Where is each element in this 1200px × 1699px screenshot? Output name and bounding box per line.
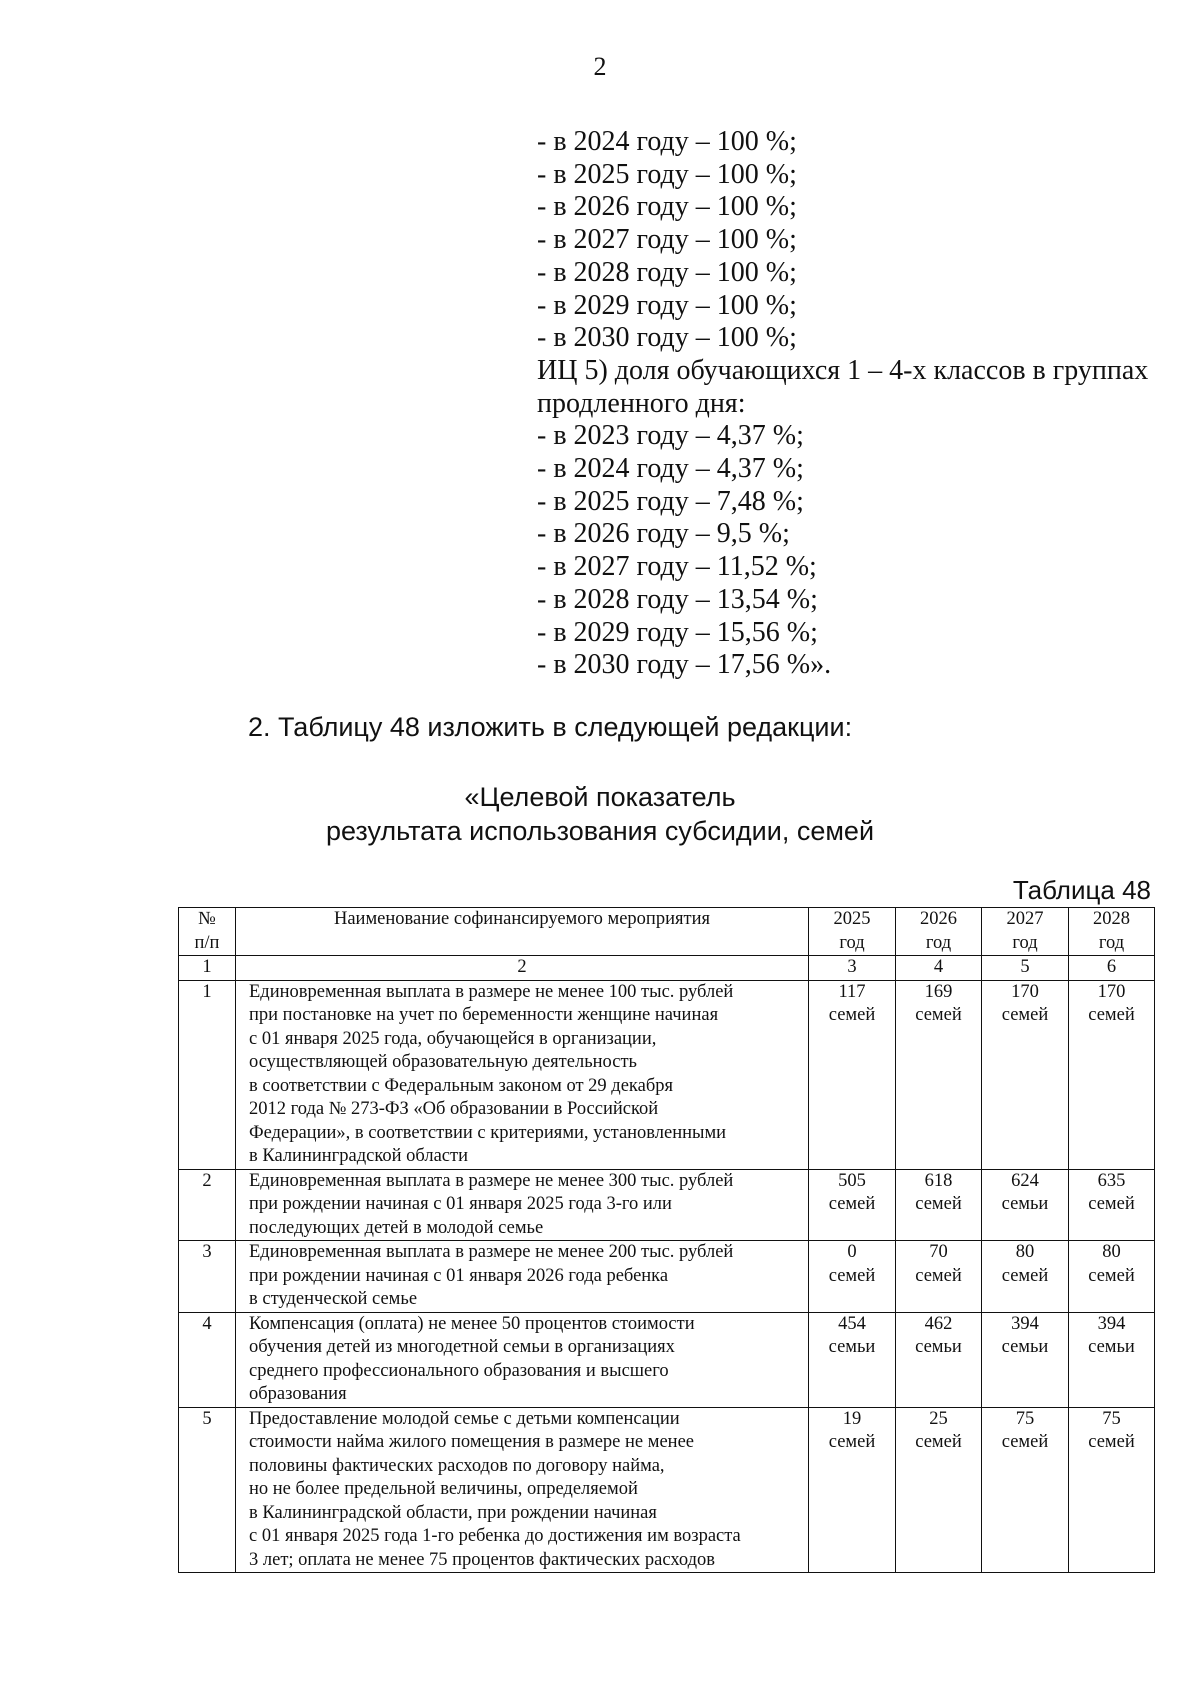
table-title-line1: «Целевой показатель: [464, 782, 736, 812]
value-number: 618: [924, 1170, 953, 1191]
table-title-line2: результата использования субсидии, семей: [325, 816, 875, 846]
value-cell: [809, 1241, 896, 1313]
value-unit: семьи: [1001, 1194, 1049, 1214]
row-name-line: Федерации», в соответствии с критериями, установленными: [249, 1122, 727, 1143]
index-cell: 1: [179, 956, 236, 981]
row-name-line: Предоставление молодой семье с детьми компенсации: [249, 1408, 680, 1429]
index-cell: 4: [896, 956, 982, 981]
table-row: [179, 1169, 1155, 1241]
value-number: 635: [1097, 1170, 1126, 1191]
index-cell: 6: [1069, 956, 1155, 981]
row-name-line: Единовременная выплата в размере не менее 100 тыс. рублей: [249, 981, 734, 1002]
value-unit: семей: [1001, 1265, 1049, 1286]
list-item: - в 2030 году – 17,56 %».: [537, 649, 832, 681]
row-name-line: половины фактических расходов по договору найма,: [249, 1455, 665, 1476]
header-num: [179, 908, 236, 956]
header-year: [982, 908, 1069, 956]
list-item: - в 2028 году – 13,54 %;: [537, 583, 818, 615]
header-year-unit: год: [1012, 932, 1038, 953]
indicator-heading: ИЦ 5) доля обучающихся 1 – 4-х классов в группах: [537, 354, 1149, 386]
list-item: - в 2029 году – 15,56 %;: [537, 616, 818, 648]
value-number: 624: [1011, 1170, 1039, 1191]
index-cell: 3: [809, 956, 896, 981]
header-num-line1: №: [198, 909, 216, 929]
value-cell: [809, 980, 896, 1169]
list-item: - в 2026 году – 9,5 %;: [537, 518, 790, 550]
table-row: [179, 1241, 1155, 1313]
target-indicator-table: [178, 907, 1155, 1573]
value-number: 454: [838, 1313, 866, 1334]
row-name: [236, 1169, 809, 1241]
row-name: [236, 1241, 809, 1313]
row-number: 5: [179, 1407, 236, 1573]
value-unit: семьи: [1001, 1337, 1049, 1357]
index-cell: 5: [982, 956, 1069, 981]
value-number: 117: [838, 981, 866, 1002]
list-item: - в 2024 году – 4,37 %;: [537, 453, 804, 485]
row-name-line: Единовременная выплата в размере не менее 300 тыс. рублей: [249, 1170, 734, 1191]
table-row: [179, 980, 1155, 1169]
value-unit: семей: [915, 1194, 962, 1214]
value-number: 462: [924, 1313, 953, 1334]
table-label: Таблица 48: [1012, 875, 1151, 905]
indicator-heading-cont: продленного дня:: [537, 387, 746, 419]
row-name-line: среднего профессионального образования и высшего: [249, 1360, 669, 1381]
row-name-line: Единовременная выплата в размере не менее 200 тыс. рублей: [249, 1242, 734, 1262]
value-number: 75: [1015, 1408, 1035, 1429]
value-cell: [982, 980, 1069, 1169]
row-number: 2: [179, 1169, 236, 1241]
value-unit: семей: [1088, 1005, 1135, 1025]
value-unit: семей: [1088, 1194, 1135, 1214]
header-year: [1069, 908, 1155, 956]
value-number: 0: [847, 1242, 857, 1262]
value-cell: [982, 1241, 1069, 1313]
value-number: 70: [929, 1242, 948, 1262]
value-unit: семей: [828, 1194, 876, 1214]
value-number: 80: [1015, 1242, 1035, 1262]
value-unit: семей: [915, 1005, 962, 1025]
instruction-text: 2. Таблицу 48 изложить в следующей редакции:: [248, 712, 853, 742]
list-item: - в 2025 году – 7,48 %;: [537, 485, 804, 517]
header-num-line2: п/п: [194, 932, 220, 953]
value-cell: [1069, 1241, 1155, 1313]
value-cell: [1069, 1312, 1155, 1407]
header-year-value: 2028: [1093, 909, 1130, 929]
value-unit: семей: [1088, 1432, 1135, 1452]
list-item: - в 2024 году – 100 %;: [537, 126, 797, 157]
header-year-unit: год: [925, 932, 952, 953]
row-number: 1: [179, 980, 236, 1169]
value-unit: семей: [1001, 1432, 1049, 1452]
value-unit: семей: [828, 1432, 876, 1452]
list-item: - в 2026 году – 100 %;: [537, 191, 797, 223]
row-name-line: обучения детей из многодетной семьи в организациях: [249, 1337, 675, 1357]
table-title: [0, 780, 1200, 848]
row-name-line: 3 лет; оплата не менее 75 процентов фактических расходов: [249, 1549, 715, 1570]
list-item: - в 2023 году – 4,37 %;: [537, 420, 804, 452]
value-cell: [896, 1312, 982, 1407]
value-cell: [982, 1312, 1069, 1407]
row-name-line: в студенческой семье: [249, 1289, 418, 1309]
row-name: [236, 1407, 809, 1573]
value-cell: [896, 1241, 982, 1313]
value-number: 80: [1102, 1242, 1121, 1262]
value-unit: семей: [828, 1265, 876, 1286]
value-cell: [809, 1169, 896, 1241]
row-name-line: осуществляющей образовательную деятельность: [249, 1052, 637, 1072]
row-name-line: последующих детей в молодой семье: [249, 1217, 544, 1238]
value-cell: [1069, 1169, 1155, 1241]
row-name-line: 2012 года № 273-ФЗ «Об образовании в Российской: [249, 1099, 659, 1119]
header-year-unit: год: [839, 932, 865, 953]
value-number: 75: [1102, 1408, 1121, 1429]
table-row: [179, 1407, 1155, 1573]
row-name-line: при рождении начиная с 01 января 2026 года ребенка: [249, 1265, 669, 1286]
value-cell: [809, 1407, 896, 1573]
header-year-unit: год: [1098, 932, 1125, 953]
list-item: - в 2028 году – 100 %;: [537, 256, 797, 288]
value-unit: семей: [915, 1432, 962, 1452]
table-index-row: [179, 956, 1155, 981]
value-cell: [1069, 1407, 1155, 1573]
header-year: [896, 908, 982, 956]
value-number: 25: [929, 1408, 948, 1429]
table-row: [179, 1312, 1155, 1407]
row-name-line: при постановке на учет по беременности женщине начиная: [249, 1005, 719, 1025]
list-item: - в 2027 году – 100 %;: [537, 224, 797, 256]
row-name: [236, 1312, 809, 1407]
value-cell: [896, 980, 982, 1169]
value-cell: [896, 1407, 982, 1573]
value-number: 169: [924, 981, 953, 1002]
list-item: - в 2027 году – 11,52 %;: [537, 551, 817, 583]
value-unit: семей: [1088, 1265, 1135, 1286]
header-year-value: 2027: [1006, 909, 1044, 929]
row-name-line: при рождении начиная с 01 января 2025 года 3-го или: [249, 1194, 672, 1214]
list-item: - в 2025 году – 100 %;: [537, 158, 797, 190]
row-name-line: с 01 января 2025 года, обучающейся в организации,: [249, 1028, 657, 1049]
value-unit: семьи: [1088, 1337, 1135, 1357]
row-name-line: с 01 января 2025 года 1-го ребенка до достижения им возраста: [249, 1526, 741, 1546]
row-name-line: стоимости найма жилого помещения в размере не менее: [249, 1432, 694, 1452]
value-unit: семей: [828, 1005, 876, 1025]
value-number: 505: [838, 1170, 866, 1191]
value-cell: [809, 1312, 896, 1407]
value-cell: [982, 1407, 1069, 1573]
header-year-value: 2026: [920, 909, 957, 929]
row-name-line: в Калининградской области, при рождении начиная: [249, 1502, 657, 1523]
header-year: [809, 908, 896, 956]
index-cell: 2: [236, 956, 809, 981]
page-number: 2: [593, 52, 607, 81]
table-header-row: [179, 908, 1155, 956]
list-item: - в 2029 году – 100 %;: [537, 289, 797, 321]
row-name: [236, 980, 809, 1169]
value-unit: семьи: [828, 1337, 876, 1357]
row-number: 4: [179, 1312, 236, 1407]
indicator-list: [537, 126, 1177, 682]
value-unit: семей: [1001, 1005, 1049, 1025]
value-number: 170: [1011, 981, 1039, 1002]
value-number: 394: [1011, 1313, 1039, 1334]
row-name-line: в соответствии с Федеральным законом от 29 декабря: [249, 1075, 674, 1096]
list-item: - в 2030 году – 100 %;: [537, 322, 797, 354]
value-cell: [1069, 980, 1155, 1169]
row-name-line: Компенсация (оплата) не менее 50 процентов стоимости: [249, 1313, 695, 1334]
value-number: 170: [1097, 981, 1126, 1002]
value-number: 19: [842, 1408, 862, 1429]
value-unit: семей: [915, 1265, 962, 1286]
header-year-value: 2025: [833, 909, 871, 929]
row-number: 3: [179, 1241, 236, 1313]
value-unit: семьи: [915, 1337, 962, 1357]
value-number: 394: [1097, 1313, 1126, 1334]
row-name-line: образования: [249, 1384, 347, 1404]
row-name-line: в Калининградской области: [249, 1146, 469, 1166]
value-cell: [982, 1169, 1069, 1241]
value-cell: [896, 1169, 982, 1241]
row-name-line: но не более предельной величины, определяемой: [249, 1479, 638, 1499]
header-name: Наименование софинансируемого мероприятия: [236, 908, 809, 956]
